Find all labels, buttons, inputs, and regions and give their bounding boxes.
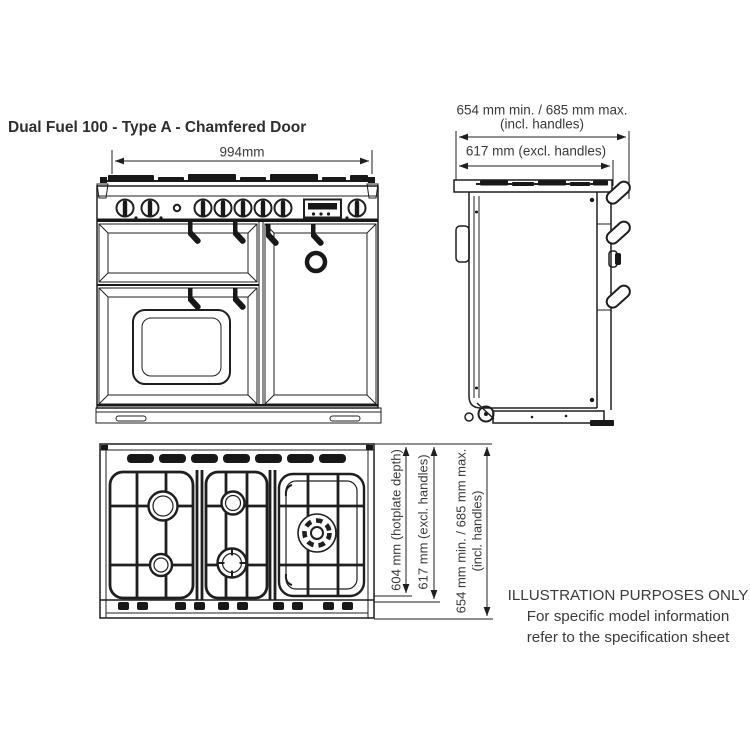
top-dim-incl-handles-line1: 654 mm min. / 685 mm max.	[453, 448, 469, 614]
vent-slot	[159, 454, 186, 463]
vent-slot	[127, 454, 154, 463]
vent-slot	[223, 454, 250, 463]
vent-slot	[255, 454, 282, 463]
section-dividers	[197, 470, 275, 600]
side-hotplate	[454, 180, 612, 192]
door-handle	[311, 224, 324, 246]
side-plinth	[493, 411, 604, 423]
control-knob	[195, 200, 212, 217]
main-oven-door	[99, 288, 257, 404]
door-handle	[266, 224, 279, 246]
control-knob	[255, 200, 272, 217]
plinth-foot	[330, 416, 360, 421]
control-knob	[275, 200, 292, 217]
side-handle	[604, 219, 632, 246]
control-knob	[349, 200, 366, 217]
side-dim-excl-handles: 617 mm (excl. handles)	[465, 143, 607, 159]
side-foot	[590, 420, 614, 426]
pan-support-middle	[206, 472, 267, 598]
disclaimer-line2: For specific model information	[526, 607, 730, 625]
side-handle	[604, 179, 632, 206]
top-view	[100, 444, 493, 619]
diagram-title: Dual Fuel 100 - Type A - Chamfered Door	[8, 119, 307, 136]
front-hob-pan-supports	[100, 174, 375, 183]
top-dim-excl-handles: 617 mm (excl. handles)	[415, 454, 431, 590]
top-dim-incl-handles-line2: (incl. handles)	[469, 490, 485, 572]
control-knob	[215, 200, 232, 217]
side-body	[456, 192, 611, 410]
ignition-button	[174, 205, 180, 211]
caster-wheel-small	[465, 413, 473, 421]
control-knob	[117, 200, 134, 217]
front-control-panel	[97, 196, 378, 222]
clock-display	[304, 200, 341, 218]
disclaimer-line3: refer to the specification sheet	[526, 628, 730, 646]
pan-support-left	[110, 472, 193, 598]
side-dim-incl-handles-line2: (incl. handles)	[499, 116, 585, 132]
vent-slot	[319, 454, 346, 463]
door-handle	[233, 288, 246, 310]
vent-slot	[191, 454, 218, 463]
oven-window	[133, 310, 230, 384]
side-handle	[604, 283, 632, 310]
side-view	[454, 131, 632, 426]
right-tall-door	[265, 224, 376, 404]
control-knob	[142, 200, 159, 217]
rear-bracket	[456, 226, 469, 262]
rear-vent-slots	[127, 454, 346, 463]
control-knob	[235, 200, 252, 217]
grill-oven-divider	[97, 284, 259, 286]
disclaimer-line1: ILLUSTRATION PURPOSES ONLY	[507, 587, 749, 604]
side-depth-dimension-lines	[456, 131, 629, 199]
side-handles	[604, 179, 632, 310]
grill-door	[99, 222, 257, 282]
front-rail	[100, 600, 374, 613]
top-dim-hotplate-depth: 604 mm (hotplate depth)	[388, 449, 404, 591]
disclaimer-text	[506, 586, 750, 648]
wok-burner	[298, 514, 336, 552]
side-dim-incl-handles-line1: 654 mm min. / 685 mm max.	[456, 102, 628, 118]
plinth-foot	[116, 416, 146, 421]
vent-slot	[287, 454, 314, 463]
burner-small	[150, 554, 172, 576]
door-handle	[188, 288, 201, 310]
pan-support-right-griddle	[279, 474, 364, 596]
side-base	[465, 403, 614, 426]
brand-ring-emblem	[307, 253, 325, 271]
front-view	[96, 150, 381, 423]
front-width-dimension-label: 994mm	[219, 144, 265, 160]
front-plinth	[96, 408, 381, 423]
rail-feet	[118, 602, 353, 610]
